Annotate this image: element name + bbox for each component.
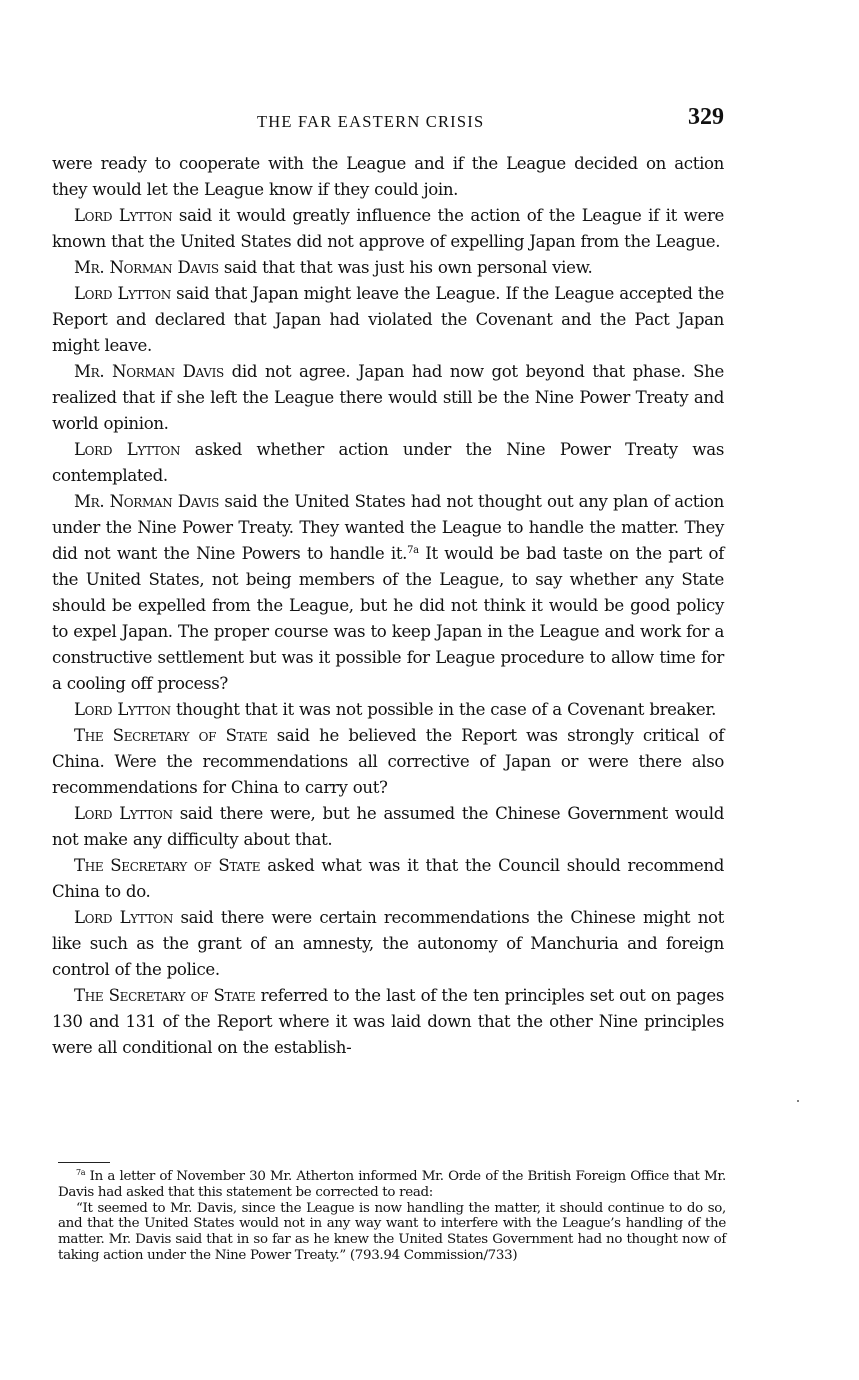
paragraph-text: said the United States had not thought out any plan of action under the Nine Power Treaty. They wanted the League to handle the matter. They did not want the Nine Powers to handle it.: [52, 492, 724, 563]
paragraph-2: [52, 203, 724, 255]
paragraph-3: [52, 255, 724, 281]
paragraph-text: said that Japan might leave the League. If the League accepted the Report and declared that Japan had violated the Covenant and the Pact Japan might leave.: [52, 284, 724, 355]
body-text: [52, 151, 724, 1061]
paragraph-text: said that that was just his own personal view.: [218, 258, 593, 277]
page-number: 329: [688, 104, 724, 130]
speaker-name: Lord Lytton: [74, 700, 171, 719]
speaker-name: The Secretary of State: [74, 726, 268, 745]
paragraph-10: [52, 801, 724, 853]
paragraph-text: thought that it was not possible in the case of a Covenant breaker.: [170, 700, 717, 719]
speaker-name: The Secretary of State: [74, 986, 256, 1005]
speaker-name: Lord Lytton: [74, 206, 173, 225]
running-title: THE FAR EASTERN CRISIS: [257, 112, 485, 131]
paragraph-text: said there were, but he assumed the Chinese Government would not make any difficulty about that.: [52, 804, 724, 849]
speaker-name: Mr. Norman Davis: [74, 492, 220, 511]
footnote-reference[interactable]: 7a: [407, 545, 419, 556]
paragraph-5: [52, 359, 724, 437]
footnote-quote: [58, 1201, 726, 1264]
speaker-name: Lord Lytton: [74, 284, 171, 303]
footnote-quote-text: “It seemed to Mr. Davis, since the League is now handling the matter, it should continue to do so, and that the United States would not in any way want to interfere with the League’s handling of the matter. Mr. Davis said that in so far as he knew the United States Government had no thought now of taking action under the Nine Power Treaty.” (793.94 Commission/733): [58, 1200, 726, 1263]
paragraph-4: [52, 281, 724, 359]
scan-speck: [797, 1100, 799, 1102]
paragraph-text-continued: It would be bad taste on the part of the United States, not being members of the League, to say whether any State should be expelled from the League, but he did not think it would be good policy to expel Japan. The proper course was to keep Japan in the League and work for a constructive settlement but was it possible for League procedure to allow time for a cooling off process?: [52, 544, 724, 693]
paragraph-text: did not agree. Japan had now got beyond that phase. She realized that if she left the League there would still be the Nine Power Treaty and world opinion.: [52, 362, 724, 433]
paragraph-12: [52, 905, 724, 983]
paragraph-text: referred to the last of the ten principles set out on pages 130 and 131 of the Report where it was laid down that the other Nine principles were all conditional on the establish-: [52, 986, 724, 1057]
paragraph-text: said he believed the Report was strongly critical of China. Were the recommendations all corrective of Japan or were there also recommendations for China to carry out?: [52, 726, 724, 797]
footnote-marker: 7a: [76, 1168, 86, 1177]
paragraph-1: [52, 151, 724, 203]
paragraph-6: [52, 437, 724, 489]
footnotes: [58, 1169, 726, 1264]
speaker-name: The Secretary of State: [74, 856, 261, 875]
speaker-name: Lord Lytton: [74, 440, 181, 459]
paragraph-11: [52, 853, 724, 905]
speaker-name: Mr. Norman Davis: [74, 362, 224, 381]
paragraph-13: [52, 983, 724, 1061]
paragraph-9: [52, 723, 724, 801]
speaker-name: Lord Lytton: [74, 908, 173, 927]
footnote-7a: [58, 1169, 726, 1201]
page-header: [52, 104, 724, 140]
speaker-name: Lord Lytton: [74, 804, 173, 823]
paragraph-text: asked whether action under the Nine Power Treaty was contemplated.: [52, 440, 724, 485]
paragraph-text: were ready to cooperate with the League and if the League decided on action they would let the League know if they could join.: [52, 154, 724, 199]
paragraph-8: [52, 697, 724, 723]
paragraph-text: said it would greatly influence the action of the League if it were known that the United States did not approve of expelling Japan from the League.: [52, 206, 724, 251]
footnote-divider: [58, 1162, 110, 1163]
footnote-text: In a letter of November 30 Mr. Atherton informed Mr. Orde of the British Foreign Office that Mr. Davis had asked that this statement be corrected to read:: [58, 1169, 726, 1200]
speaker-name: Mr. Norman Davis: [74, 258, 219, 277]
paragraph-text: asked what was it that the Council should recommend China to do.: [52, 856, 724, 901]
paragraph-7: [52, 489, 724, 697]
paragraph-text: said there were certain recommendations the Chinese might not like such as the grant of an amnesty, the autonomy of Manchuria and foreign control of the police.: [52, 908, 724, 979]
